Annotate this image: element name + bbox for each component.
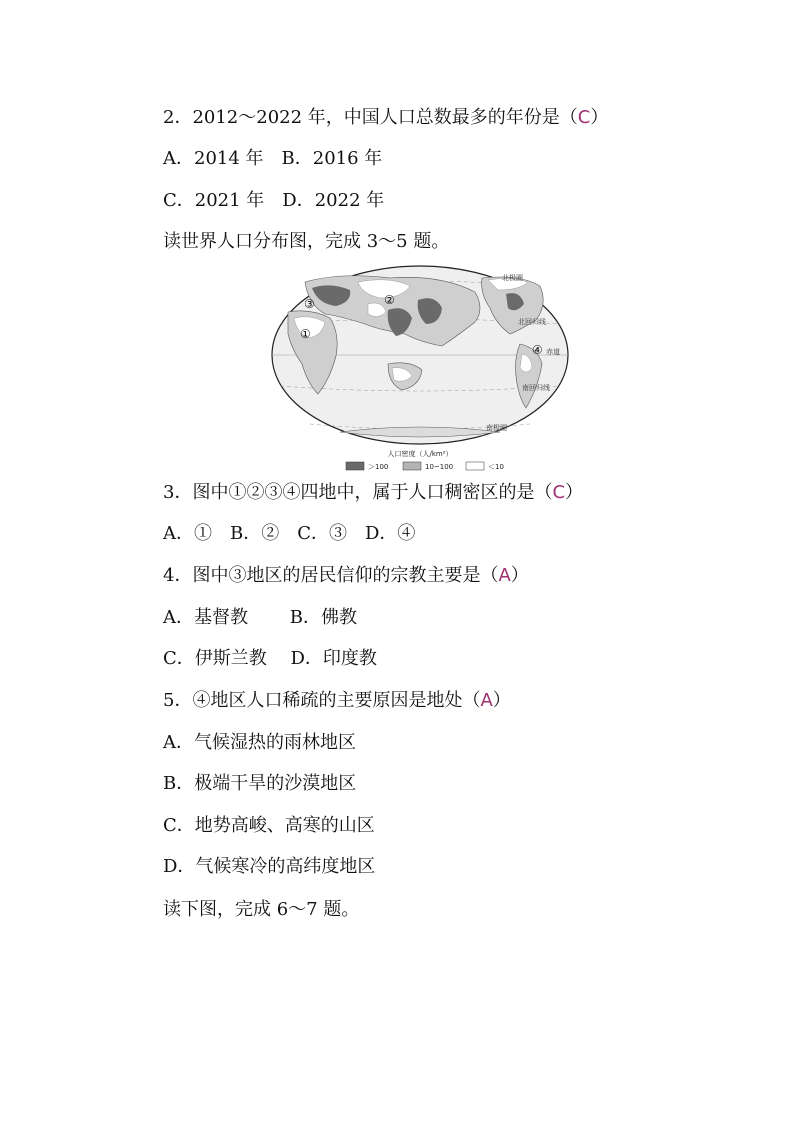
question-2-answer: C <box>577 107 591 128</box>
marker-4: ④ <box>532 343 543 357</box>
label-tropic-south: 南回归线 <box>522 384 550 392</box>
question-5-option-a: A．气候湿热的雨林地区 <box>163 732 356 753</box>
marker-1: ① <box>300 327 311 341</box>
label-equator: 赤道 <box>546 348 560 356</box>
marker-2: ② <box>384 293 395 307</box>
question-5-answer: A <box>480 690 493 711</box>
question-3-options: A．① B．② C．③ D．④ <box>163 523 416 544</box>
legend-label-mid: 10~100 <box>425 463 454 471</box>
question-4-answer: A <box>498 565 511 586</box>
label-antarctic-circle: 南极圈 <box>486 424 507 432</box>
question-5-option-c: C．地势高峻、高寒的山区 <box>163 815 375 836</box>
legend-swatch-mid <box>403 462 421 470</box>
question-4-stem: 4．图中③地区的居民信仰的宗教主要是（A） <box>163 565 529 586</box>
world-population-map <box>270 264 570 476</box>
question-2-stem: 2．2012～2022 年，中国人口总数最多的年份是（C） <box>163 107 609 128</box>
figure-intro: 读下图，完成 6～7 题。 <box>163 899 360 920</box>
label-arctic-circle: 北极圈 <box>502 274 523 282</box>
legend-title: 人口密度（人/km²） <box>387 450 453 458</box>
question-2-options-row2: C．2021 年 D．2022 年 <box>163 190 385 211</box>
legend-label-low: ＜10 <box>488 463 504 471</box>
map-intro: 读世界人口分布图，完成 3～5 题。 <box>163 231 450 252</box>
map-legend <box>270 446 570 476</box>
question-2-options-row1: A．2014 年 B．2016 年 <box>163 148 383 169</box>
question-3-answer: C <box>552 482 566 503</box>
label-tropic-north: 北回归线 <box>518 318 546 326</box>
question-5-option-b: B．极端干旱的沙漠地区 <box>163 773 357 794</box>
question-4-options-row1: A．基督教 B．佛教 <box>163 607 357 628</box>
question-5-option-d: D．气候寒冷的高纬度地区 <box>163 856 376 877</box>
question-5-stem: 5．④地区人口稀疏的主要原因是地处（A） <box>163 690 511 711</box>
question-4-options-row2: C．伊斯兰教 D．印度教 <box>163 648 377 669</box>
map-figure <box>270 264 570 446</box>
legend-swatch-low <box>466 462 484 470</box>
question-3-stem: 3．图中①②③④四地中，属于人口稠密区的是（C） <box>163 482 584 503</box>
legend-label-high: ＞100 <box>368 463 389 471</box>
marker-3: ③ <box>304 297 315 311</box>
legend-swatch-high <box>346 462 364 470</box>
